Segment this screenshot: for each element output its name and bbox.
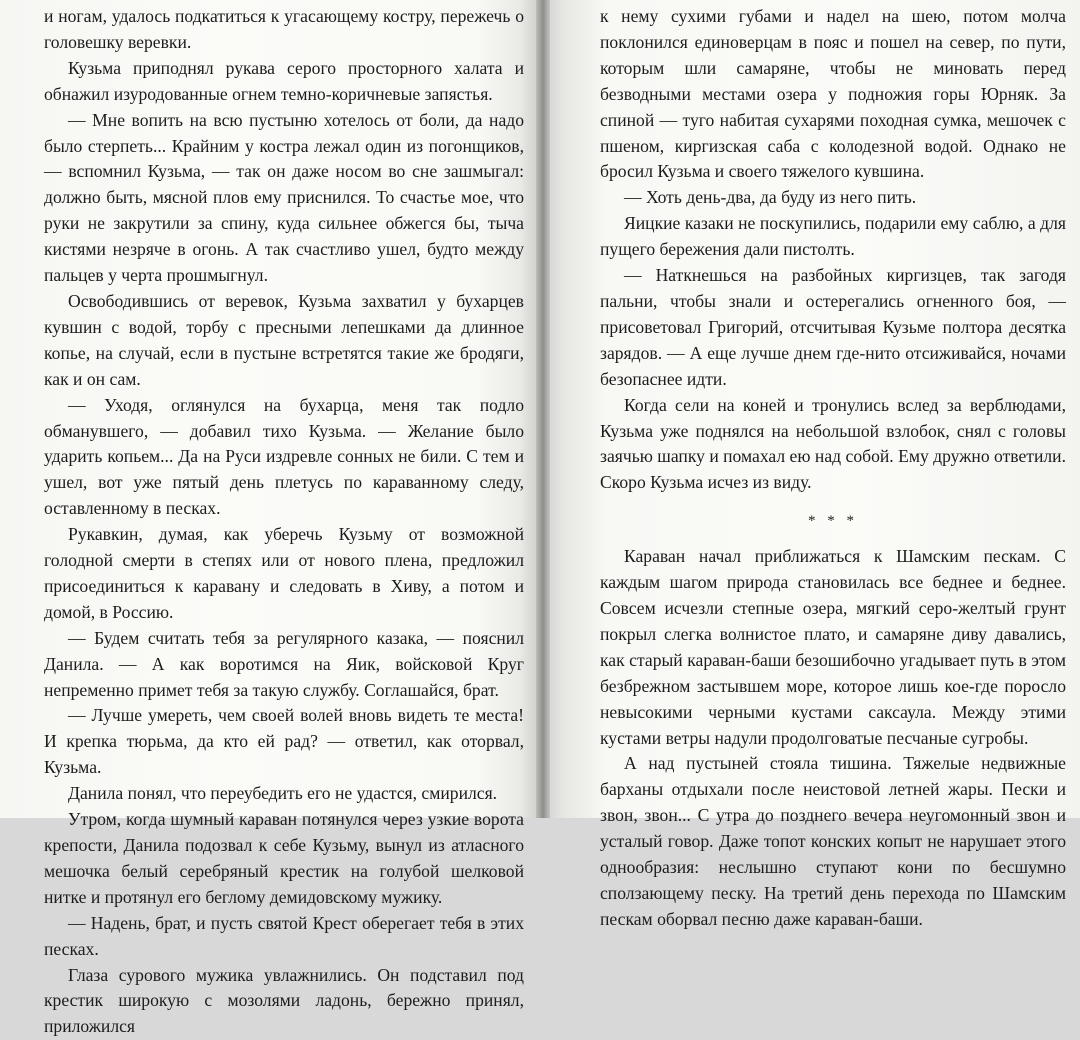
paragraph: и ногам, удалось подкатиться к угасающему костру, пережечь о головешку веревки. xyxy=(44,6,524,52)
right-page xyxy=(542,0,1080,929)
right-page-text xyxy=(600,4,1066,933)
paragraph: А над пустыней стояла тишина. Тяжелые недвижные барханы отдыхали после неистовой летней жары. Пески и звон, звон... С утра до позднего вечера неугомонный звон и усталый говор. Даже топот конских копыт не нарушает этого однообразия: неслышно ступают кони по бесшумно сползающему песку. На третий день перехода по Шамским пескам оборвал песню даже караван-баши. xyxy=(600,753,1066,929)
paragraph: — Надень, брат, и пусть святой Крест оберегает тебя в этих песках. xyxy=(44,912,524,959)
left-page-text xyxy=(44,4,524,1040)
paragraph: Освободившись от веревок, Кузьма захватил у бухарцев кувшин с водой, торбу с пресными лепешками да длинное копье, на случай, если в пустыне встретятся такие же бродяги, как и он сам. xyxy=(44,290,524,389)
paragraph: Кузьма приподнял рукава серого просторного халата и обнажил изуродованные огнем темно-коричневые запястья. xyxy=(44,57,524,104)
paragraph: к нему сухими губами и надел на шею, потом молча поклонился единоверцам в пояс и пошел на север, по пути, которым шли самаряне, чтобы не миновать перед безводными местами озера у подножия горы Юрняк. За спиной — туго набитая сухарями походная сумка, мешочек с пшеном, киргизская саба с колодезной водой. Однако не бросил Кузьма и своего тяжелого кувшина. xyxy=(600,6,1066,182)
paragraph: Данила понял, что переубедить его не удастся, смирился. xyxy=(68,783,498,804)
paragraph: — Лучше умереть, чем своей волей вновь видеть те места! И крепка тюрьма, да кто ей рад? — ответил, как оторвал, Кузьма. xyxy=(44,705,524,778)
paragraph: — Будем считать тебя за регулярного казака, — пояснил Данила. — А как воротимся на Яик, войсковой Круг непременно примет тебя за такую службу. Соглашайся, брат. xyxy=(44,627,524,700)
paragraph: — Хоть день-два, да буду из него пить. xyxy=(624,187,917,208)
paragraph: Яицкие казаки не поскупились, подарили ему саблю, а для пущего бережения дали пистолть. xyxy=(600,213,1066,260)
paragraph: Рукавкин, думая, как уберечь Кузьму от возможной голодной смерти в степях или от нового плена, предложил присоединиться к каравану и следовать в Хиву, а потом и домой, в Россию. xyxy=(44,524,524,622)
paragraph: — Мне вопить на всю пустыню хотелось от боли, да надо было стерпеть... Крайним у костра лежал один из погонщиков, — вспомнил Кузьма, — так он даже носом во сне зашмыгал: должно быть, мясной плов ему приснился. То счастье мое, что руки не закрутили за спину, куда сильнее обжегся бы, тыча кистями незряче в огонь. А так счастливо ушел, будто между пальцев у черта прошмыгнул. xyxy=(44,109,524,286)
paragraph: — Уходя, оглянулся на бухарца, меня так подло обманувшего, — добавил тихо Кузьма. — Желание было ударить копьем... Да на Руси издревле сонных не били. С тем и ушел, вот уже пятый день плетусь по караванному следу, оставленному в песках. xyxy=(44,394,524,519)
paragraph: Когда сели на коней и тронулись вслед за верблюдами, Кузьма уже поднялся на небольшой взлобок, снял с головы заячью шапку и помахал ею над собой. Ему дружно ответили. Скоро Кузьма исчез из виду. xyxy=(600,394,1066,493)
paragraph: Утром, когда шумный караван потянулся через узкие ворота крепости, Данила подозвал к себе Кузьму, вынул из атласного мешочка белый серебряный крестик на голубой шелковой нитке и протянул его беглому демидовскому мужику. xyxy=(44,809,524,907)
paragraph: — Наткнешься на разбойных киргизцев, так загодя пальни, чтобы знали и остерегались огненного боя, — присоветовал Григорий, отсчитывая Кузьме полтора десятка зарядов. — А еще лучше днем где-нито отсиживайся, ночами безопаснее идти. xyxy=(600,265,1066,389)
section-break: * * * xyxy=(808,513,858,530)
paragraph: Караван начал приближаться к Шамским пескам. С каждым шагом природа становилась все беднее и беднее. Совсем исчезли степные озера, мягкий серо-желтый грунт покрыл слегка волнистое плато, и самаряне диву давались, как старый караван-баши безошибочно угадывает путь в этом безбрежном застывшем море, которое лишь кое-где поросло невысокими черными кустами саксаула. Между этими кустами ветры надули продолговатые песчаные сугробы. xyxy=(600,546,1066,748)
paragraph: Глаза сурового мужика увлажнились. Он подставил под крестик широкую с мозолями ладонь, бережно принял, приложился xyxy=(44,964,524,1037)
